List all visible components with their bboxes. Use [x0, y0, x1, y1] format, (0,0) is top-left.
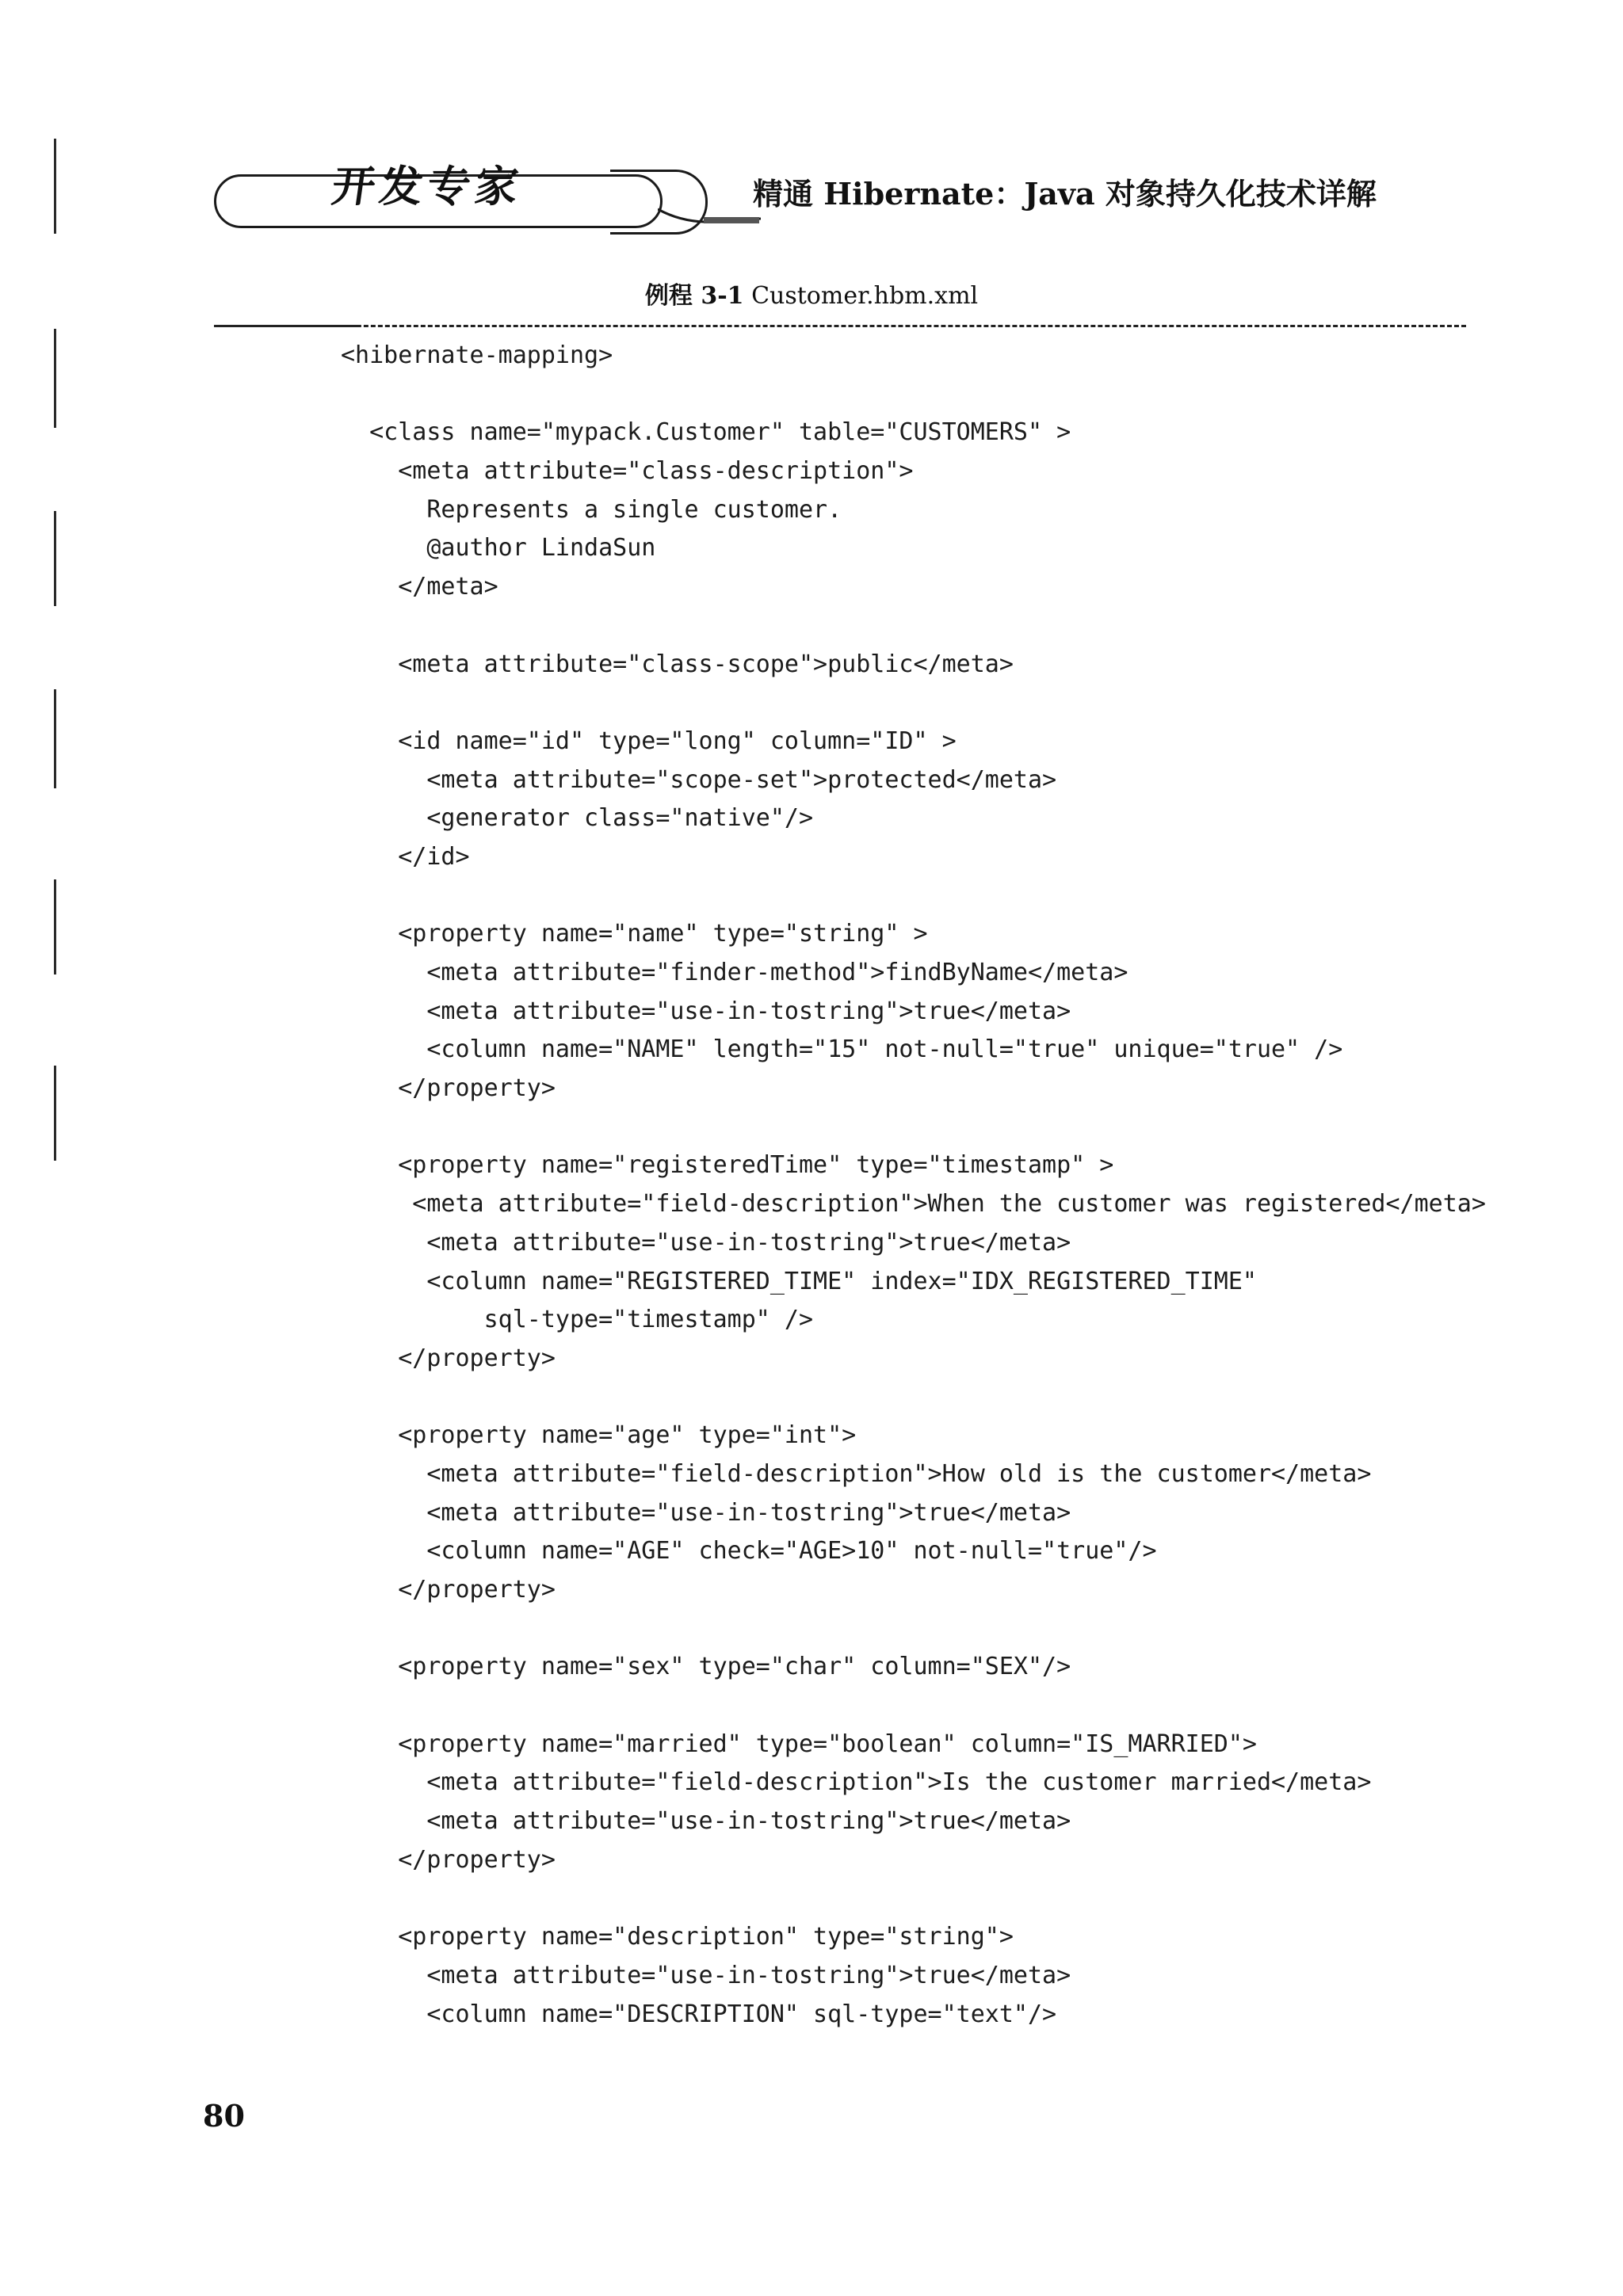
- code-line: </property>: [341, 1074, 556, 1103]
- code-line: <property name="name" type="string" >: [341, 920, 928, 948]
- code-line: <meta attribute="use-in-tostring">true</meta>: [341, 1498, 1071, 1527]
- code-line: <meta attribute="use-in-tostring">true</meta>: [341, 1228, 1071, 1257]
- code-line: <column name="REGISTERED_TIME" index="IDX_REGISTERED_TIME": [341, 1267, 1257, 1295]
- code-line: [341, 1379, 1486, 1417]
- code-line: @author LindaSun: [341, 534, 656, 563]
- code-line: <meta attribute="use-in-tostring">true</meta>: [341, 1807, 1071, 1836]
- code-line: <hibernate-mapping>: [341, 341, 613, 369]
- code-line: <class name="mypack.Customer" table="CUSTOMERS" >: [341, 418, 1071, 447]
- code-line: <column name="DESCRIPTION" sql-type="text"/>: [341, 2000, 1057, 2028]
- code-line: <column name="AGE" check="AGE>10" not-null="true"/>: [341, 1537, 1157, 1566]
- code-line: <id name="id" type="long" column="ID" >: [341, 727, 957, 755]
- code-line: <property name="description" type="string">: [341, 1923, 1014, 1951]
- margin-mark: [54, 1066, 56, 1161]
- listing-filename: Customer.hbm.xml: [751, 282, 979, 310]
- code-line: <meta attribute="scope-set">protected</meta>: [341, 765, 1057, 794]
- code-line: [341, 607, 1486, 646]
- code-line: sql-type="timestamp" />: [341, 1306, 814, 1334]
- code-line: <property name="age" type="int">: [341, 1421, 857, 1450]
- code-line: </meta>: [341, 573, 498, 601]
- code-line: [341, 684, 1486, 723]
- code-line: [341, 1610, 1486, 1649]
- book-title: 精通 Hibernate：Java 对象持久化技术详解: [753, 176, 1377, 212]
- code-line: [341, 1687, 1486, 1726]
- margin-mark: [54, 879, 56, 974]
- code-line: [341, 1108, 1486, 1147]
- code-line: </property>: [341, 1344, 556, 1372]
- listing-label: 例程 3-1: [644, 282, 744, 310]
- series-badge-text: 开发专家: [329, 161, 526, 212]
- code-line: <meta attribute="use-in-tostring">true</meta>: [341, 997, 1071, 1025]
- code-line: <meta attribute="class-scope">public</meta>: [341, 650, 1014, 678]
- code-line: <column name="NAME" length="15" not-null="true" unique="true" />: [341, 1035, 1343, 1064]
- caption-rule: [214, 325, 1466, 327]
- code-line: </id>: [341, 842, 470, 871]
- code-line: <property name="married" type="boolean" column="IS_MARRIED">: [341, 1730, 1257, 1758]
- code-line: [341, 877, 1486, 916]
- code-line: <meta attribute="field-description">Is the customer married</meta>: [341, 1768, 1372, 1797]
- badge-swoosh-icon: [658, 206, 761, 228]
- code-line: <property name="registeredTime" type="timestamp" >: [341, 1151, 1114, 1180]
- code-line: <generator class="native"/>: [341, 804, 814, 833]
- margin-mark: [54, 139, 56, 234]
- margin-mark: [54, 329, 56, 428]
- code-line: <meta attribute="class-description">: [341, 457, 914, 486]
- page-number: 80: [203, 2098, 245, 2134]
- code-line: [341, 376, 1486, 414]
- caption-rule-solid: [214, 325, 357, 327]
- code-line: </property>: [341, 1845, 556, 1874]
- code-line: [341, 1880, 1486, 1919]
- code-line: <property name="sex" type="char" column="SEX"/>: [341, 1653, 1071, 1681]
- margin-mark: [54, 689, 56, 788]
- code-line: <meta attribute="use-in-tostring">true</meta>: [341, 1961, 1071, 1989]
- code-line: <meta attribute="field-description">How old is the customer</meta>: [341, 1459, 1372, 1488]
- listing-caption: [0, 276, 1623, 311]
- code-line: <meta attribute="finder-method">findByName</meta>: [341, 959, 1128, 986]
- code-line: Represents a single customer.: [341, 495, 842, 524]
- code-listing: [341, 337, 1486, 2034]
- running-header: [214, 158, 1377, 238]
- margin-mark: [54, 511, 56, 606]
- code-line: <meta attribute="field-description">When the customer was registered</meta>: [341, 1190, 1486, 1219]
- code-line: </property>: [341, 1576, 556, 1604]
